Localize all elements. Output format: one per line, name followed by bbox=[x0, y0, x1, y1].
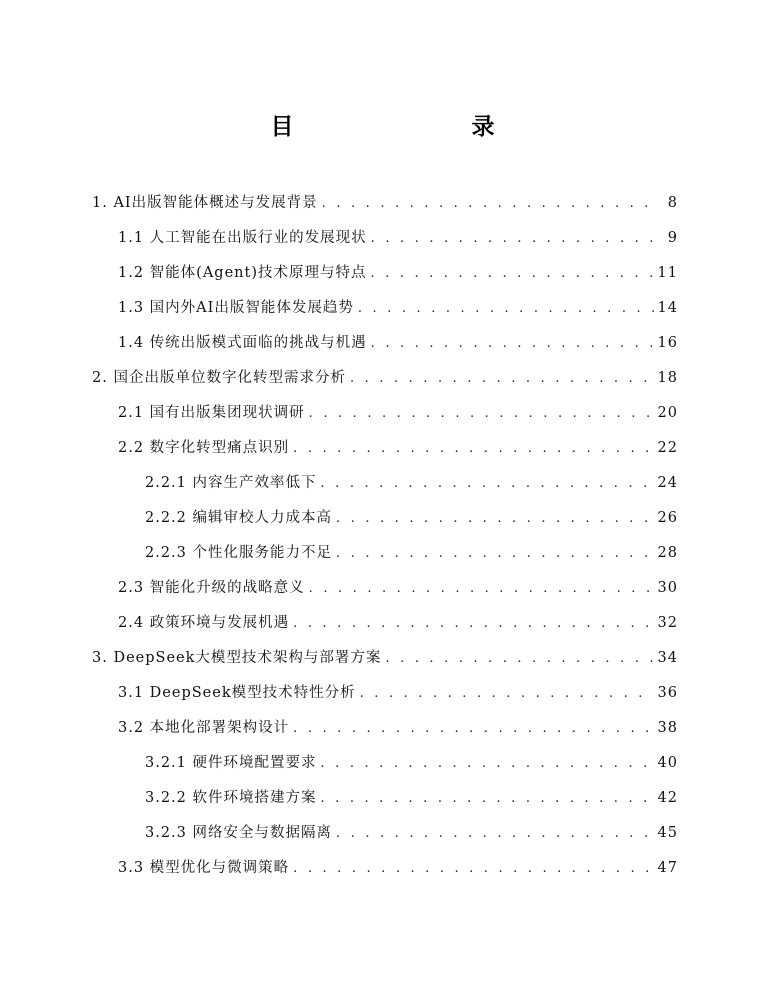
toc-leader-dots bbox=[322, 186, 660, 221]
toc-entry-label: 1. AI出版智能体概述与发展背景 bbox=[92, 195, 318, 211]
toc-entry-page: 26 bbox=[657, 510, 678, 526]
toc-entry-label: 2.2.2 编辑审校人力成本高 bbox=[145, 510, 333, 526]
toc-leader-dots bbox=[309, 571, 654, 606]
toc-entry-page: 40 bbox=[657, 755, 678, 771]
toc-entry-label: 3.2 本地化部署架构设计 bbox=[118, 720, 290, 736]
toc-entry-label: 3.2.3 网络安全与数据隔离 bbox=[145, 825, 333, 841]
toc-entry-page: 11 bbox=[657, 265, 678, 281]
toc-leader-dots bbox=[293, 711, 653, 746]
toc-entry-label: 2.2.3 个性化服务能力不足 bbox=[145, 545, 333, 561]
toc-entry-label: 2.2.1 内容生产效率低下 bbox=[145, 475, 317, 491]
toc-entry[interactable] bbox=[92, 641, 678, 676]
toc-entry-page: 24 bbox=[657, 475, 678, 491]
toc-entry-label: 3.2.2 软件环境搭建方案 bbox=[145, 790, 317, 806]
toc-entry[interactable] bbox=[118, 676, 678, 711]
toc-entry-label: 3.2.1 硬件环境配置要求 bbox=[145, 755, 317, 771]
toc-leader-dots bbox=[293, 431, 653, 466]
toc-leader-dots bbox=[350, 361, 654, 396]
toc-leader-dots bbox=[309, 396, 654, 431]
toc-entry-label: 2.2 数字化转型痛点识别 bbox=[118, 440, 290, 456]
toc-entry-label: 3.1 DeepSeek模型技术特性分析 bbox=[118, 685, 356, 701]
toc-entry[interactable] bbox=[118, 711, 678, 746]
toc-leader-dots bbox=[321, 466, 654, 501]
toc-leader-dots bbox=[336, 501, 654, 536]
toc-leader-dots bbox=[358, 291, 654, 326]
toc-leader-dots bbox=[321, 746, 654, 781]
toc-entry-page: 38 bbox=[657, 720, 678, 736]
toc-entry-page: 9 bbox=[667, 230, 678, 246]
toc-entry-page: 14 bbox=[657, 300, 678, 316]
toc-entry-page: 20 bbox=[657, 405, 678, 421]
toc-entry[interactable] bbox=[118, 606, 678, 641]
toc-entry-label: 2.4 政策环境与发展机遇 bbox=[118, 615, 290, 631]
toc-entry-page: 16 bbox=[657, 335, 678, 351]
toc-entry[interactable] bbox=[92, 186, 678, 221]
toc-entry-label: 1.1 人工智能在出版行业的发展现状 bbox=[118, 230, 367, 246]
toc-leader-dots bbox=[360, 676, 654, 711]
toc-entry-label: 3.3 模型优化与微调策略 bbox=[118, 860, 290, 876]
toc-entry-label: 1.2 智能体(Agent)技术原理与特点 bbox=[118, 265, 367, 281]
toc-entry-page: 28 bbox=[657, 545, 678, 561]
toc-leader-dots bbox=[321, 781, 654, 816]
toc-entry-page: 30 bbox=[657, 580, 678, 596]
toc-entry[interactable] bbox=[118, 291, 678, 326]
toc-leader-dots bbox=[336, 536, 654, 571]
toc-entry-page: 18 bbox=[657, 370, 678, 386]
toc-entry[interactable] bbox=[118, 396, 678, 431]
toc-entry-page: 8 bbox=[667, 195, 678, 211]
toc-entry[interactable] bbox=[118, 851, 678, 886]
toc-leader-dots bbox=[293, 851, 653, 886]
toc-entry-label: 2.1 国有出版集团现状调研 bbox=[118, 405, 305, 421]
toc-entry[interactable] bbox=[92, 361, 678, 396]
toc-leader-dots bbox=[371, 326, 654, 361]
toc-entry[interactable] bbox=[118, 571, 678, 606]
toc-entry-label: 2. 国企出版单位数字化转型需求分析 bbox=[92, 370, 346, 386]
toc-title: 目 录 bbox=[270, 114, 539, 140]
toc-entry[interactable] bbox=[145, 466, 678, 501]
toc-entry-page: 34 bbox=[657, 650, 678, 666]
toc-entry-page: 45 bbox=[657, 825, 678, 841]
toc-entry[interactable] bbox=[145, 501, 678, 536]
toc-entry[interactable] bbox=[118, 221, 678, 256]
toc-leader-dots bbox=[371, 221, 660, 256]
toc-leader-dots bbox=[336, 816, 654, 851]
toc-entry-label: 2.3 智能化升级的战略意义 bbox=[118, 580, 305, 596]
toc-entry-label: 1.4 传统出版模式面临的挑战与机遇 bbox=[118, 335, 367, 351]
toc-entry-label: 3. DeepSeek大模型技术架构与部署方案 bbox=[92, 650, 382, 666]
toc-entry-page: 42 bbox=[657, 790, 678, 806]
toc-entry-page: 36 bbox=[657, 685, 678, 701]
toc-entry[interactable] bbox=[118, 431, 678, 466]
toc-leader-dots bbox=[385, 641, 653, 676]
toc-leader-dots bbox=[293, 606, 653, 641]
toc-entry[interactable] bbox=[118, 256, 678, 291]
toc-entry[interactable] bbox=[145, 746, 678, 781]
toc-entry[interactable] bbox=[145, 536, 678, 571]
toc-entry[interactable] bbox=[145, 816, 678, 851]
toc-entry-page: 32 bbox=[657, 615, 678, 631]
toc-entry[interactable] bbox=[145, 781, 678, 816]
toc-entry-label: 1.3 国内外AI出版智能体发展趋势 bbox=[118, 300, 354, 316]
toc-entry-page: 22 bbox=[657, 440, 678, 456]
toc-entry[interactable] bbox=[118, 326, 678, 361]
toc-entry-page: 47 bbox=[657, 860, 678, 876]
toc-leader-dots bbox=[370, 256, 653, 291]
